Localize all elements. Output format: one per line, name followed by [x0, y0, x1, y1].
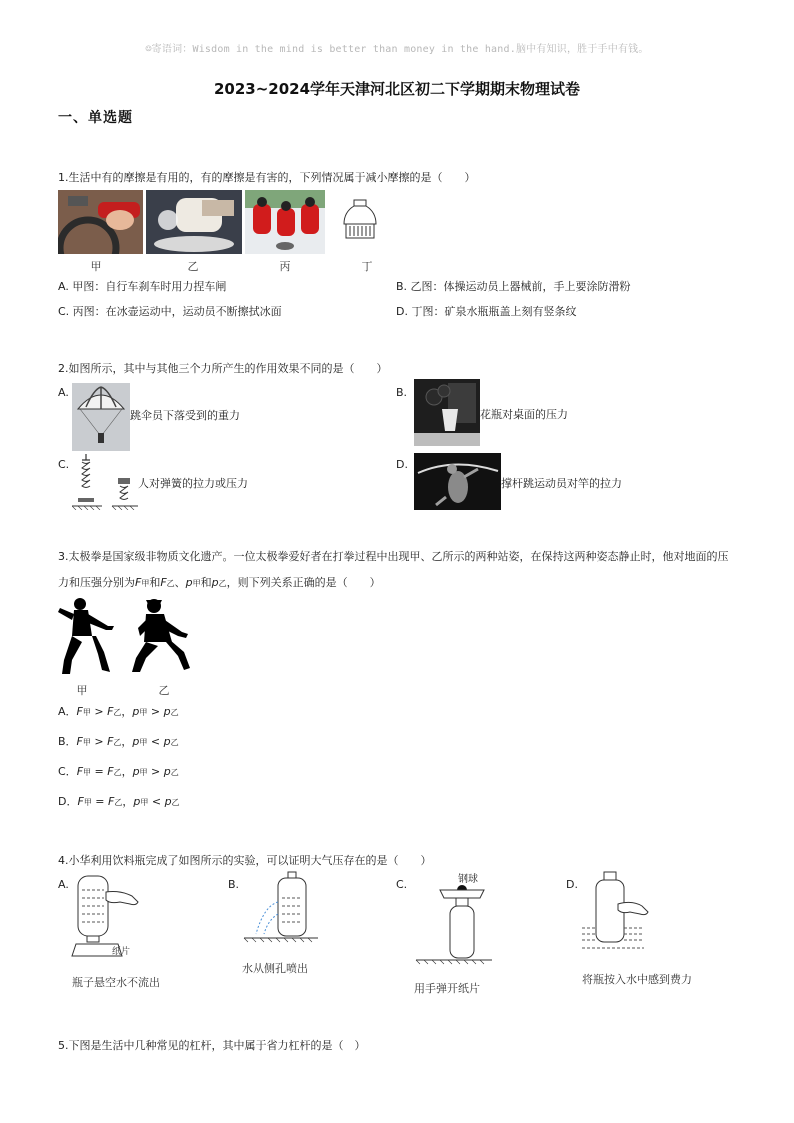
- q3-option-a-letter: A．: [58, 705, 77, 718]
- q3-option-d[interactable]: [58, 793, 180, 809]
- q3-sub-yi: 乙: [113, 768, 122, 777]
- q1-image-chalk-hand: [146, 190, 242, 254]
- q3-p-symbol: p: [211, 576, 219, 589]
- q2-letter-a[interactable]: A.: [58, 386, 69, 399]
- q3-sub-yi: 乙: [218, 579, 227, 588]
- q4-letter-b[interactable]: B.: [228, 878, 240, 891]
- q3-relation: <: [147, 735, 164, 748]
- q4-letter-c[interactable]: C.: [396, 878, 408, 891]
- q3-p-symbol: p: [163, 765, 171, 778]
- q3-comma: ，: [121, 765, 133, 778]
- q2-letter-d[interactable]: D.: [396, 458, 408, 471]
- q3-sub-jia: 甲: [82, 738, 91, 747]
- q2-letter-b[interactable]: B.: [396, 386, 408, 399]
- header-quote: ☺寄语词：Wisdom in the mind is better than money in the hand.脑中有知识，胜于手中有钱。: [145, 44, 649, 55]
- q3-f-symbol: F: [76, 705, 83, 718]
- q3-option-d-letter: D．: [58, 795, 78, 808]
- q4-caption-c: 用手弹开纸片: [414, 982, 480, 995]
- q3-relation: >: [147, 765, 164, 778]
- q3-f-symbol: F: [135, 576, 142, 589]
- q3-caption-jia: 甲: [76, 684, 88, 697]
- section-heading: 一、单选题: [58, 110, 133, 126]
- q3-sub-yi: 乙: [170, 708, 179, 717]
- q3-sub-jia: 甲: [140, 798, 149, 807]
- q3-sub-jia: 甲: [139, 738, 148, 747]
- q3-f-symbol: F: [77, 795, 84, 808]
- q3-sub-jia: 甲: [192, 579, 201, 588]
- q3-sub-yi: 乙: [170, 768, 179, 777]
- question-3-stem-line1: 3.太极拳是国家级非物质文化遗产。一位太极拳爱好者在打拳过程中出现甲、乙所示的两种站姿，在保持这两种姿态静止时，他对地面的压: [58, 550, 729, 563]
- q2-image-pole-vault: [414, 453, 501, 510]
- q3-sub-yi: 乙: [166, 579, 175, 588]
- q4-caption-d: 将瓶按入水中感到费力: [582, 973, 692, 986]
- q2-option-d-text: 撑杆跳运动员对竿的拉力: [501, 477, 622, 490]
- q2-option-c-text: 人对弹簧的拉力或压力: [138, 477, 248, 490]
- q4-image-bottle-ball: [412, 880, 494, 966]
- q3-p-symbol: p: [132, 765, 140, 778]
- q3-p-symbol: p: [185, 576, 193, 589]
- q2-image-vase: [414, 379, 480, 446]
- q4-image-bottle-water: [578, 870, 658, 954]
- q3-relation: >: [147, 705, 164, 718]
- q3-f-symbol: F: [76, 735, 83, 748]
- q3-relation: =: [91, 795, 109, 808]
- q1-caption-ding: 丁: [361, 260, 373, 273]
- q3-f-symbol: F: [76, 765, 84, 778]
- q3-p-symbol: p: [132, 735, 140, 748]
- q3-f-symbol: F: [107, 735, 114, 748]
- q1-image-bike-brake: [58, 190, 143, 254]
- q3-option-a[interactable]: [58, 703, 179, 719]
- q1-caption-yi: 乙: [187, 260, 199, 273]
- q4-letter-a[interactable]: A.: [58, 878, 69, 891]
- q3-p-symbol: p: [163, 735, 171, 748]
- q3-comma: ，: [121, 735, 133, 748]
- q2-image-spring: [72, 452, 140, 510]
- q3-sub-jia: 甲: [141, 579, 150, 588]
- page-title: 2023~2024学年天津河北区初二下学期期末物理试卷: [213, 80, 581, 98]
- q3-stem-and1: 和: [149, 576, 161, 589]
- q4-letter-d[interactable]: D.: [566, 878, 578, 891]
- q1-image-curling: [245, 190, 325, 254]
- q3-comma: ，: [122, 795, 134, 808]
- q3-p-symbol: p: [133, 795, 141, 808]
- q3-sub-yi: 乙: [114, 798, 123, 807]
- question-1-stem: 1.生活中有的摩擦是有用的，有的摩擦是有害的，下列情况属于减小摩擦的是（ ）: [58, 171, 476, 184]
- q4-label-paper: 纸片: [112, 947, 131, 957]
- q2-option-a-text: 跳伞员下落受到的重力: [130, 409, 240, 422]
- q3-stem-pre: 力和压强分别为: [58, 576, 135, 589]
- q1-option-a[interactable]: A. 甲图：自行车刹车时用力捏车闸: [58, 280, 227, 293]
- q3-p-symbol: p: [132, 705, 140, 718]
- q3-option-c-letter: C．: [58, 765, 77, 778]
- q4-image-bottle-holes: [240, 868, 322, 946]
- q3-f-symbol: F: [160, 576, 167, 589]
- q3-comma: ，: [121, 705, 133, 718]
- q1-option-b[interactable]: B. 乙图：体操运动员上器械前，手上要涂防滑粉: [396, 280, 631, 293]
- q3-f-symbol: F: [107, 765, 114, 778]
- q2-image-parachute: [72, 383, 130, 451]
- q3-option-b-letter: B．: [58, 735, 77, 748]
- q4-image-bottle-paper: [70, 870, 146, 960]
- q3-option-c[interactable]: [58, 763, 179, 779]
- q1-option-c[interactable]: C. 丙图：在冰壶运动中，运动员不断擦拭冰面: [58, 305, 282, 318]
- q1-image-bottle-cap: [340, 198, 380, 242]
- q3-sub-jia: 甲: [83, 768, 92, 777]
- question-2-stem: 2.如图所示，其中与其他三个力所产生的作用效果不同的是（ ）: [58, 362, 388, 375]
- q3-sub-jia: 甲: [82, 708, 91, 717]
- q3-p-symbol: p: [164, 795, 172, 808]
- q2-option-b-text: 花瓶对桌面的压力: [480, 408, 568, 421]
- q3-image-stance-jia: [58, 596, 116, 678]
- q4-label-ball: 钢球: [458, 874, 478, 885]
- q3-sub-yi: 乙: [171, 798, 180, 807]
- q3-f-symbol: F: [107, 705, 114, 718]
- q3-sub-jia: 甲: [139, 708, 148, 717]
- q3-caption-yi: 乙: [158, 684, 170, 697]
- q3-relation: <: [148, 795, 165, 808]
- q3-relation: =: [91, 765, 108, 778]
- q3-sub-yi: 乙: [113, 738, 122, 747]
- q3-image-stance-yi: [128, 596, 190, 678]
- q3-relation: >: [90, 705, 108, 718]
- q3-stem-post: ，则下列关系正确的是（ ）: [226, 576, 381, 589]
- q4-caption-b: 水从侧孔喷出: [242, 962, 308, 975]
- q1-caption-jia: 甲: [90, 260, 102, 273]
- q4-caption-a: 瓶子悬空水不流出: [72, 976, 160, 989]
- q3-sub-jia: 甲: [139, 768, 148, 777]
- q3-sub-jia: 甲: [83, 798, 92, 807]
- q3-stem-and2: 和: [200, 576, 212, 589]
- question-4-stem: 4.小华利用饮料瓶完成了如图所示的实验，可以证明大气压存在的是（ ）: [58, 854, 432, 867]
- q3-f-symbol: F: [108, 795, 115, 808]
- q1-option-d[interactable]: D. 丁图：矿泉水瓶瓶盖上刻有竖条纹: [396, 305, 577, 318]
- question-3-stem-line2: [58, 574, 381, 590]
- q3-sub-yi: 乙: [113, 708, 122, 717]
- q3-relation: >: [90, 735, 108, 748]
- q3-sub-yi: 乙: [170, 738, 179, 747]
- q3-stem-sep: 、: [174, 576, 186, 589]
- q3-option-b[interactable]: [58, 733, 179, 749]
- question-5-stem: 5.下图是生活中几种常见的杠杆，其中属于省力杠杆的是（ ）: [58, 1039, 366, 1052]
- q3-p-symbol: p: [163, 705, 171, 718]
- q2-letter-c[interactable]: C.: [58, 458, 70, 471]
- q1-caption-bing: 丙: [279, 260, 291, 273]
